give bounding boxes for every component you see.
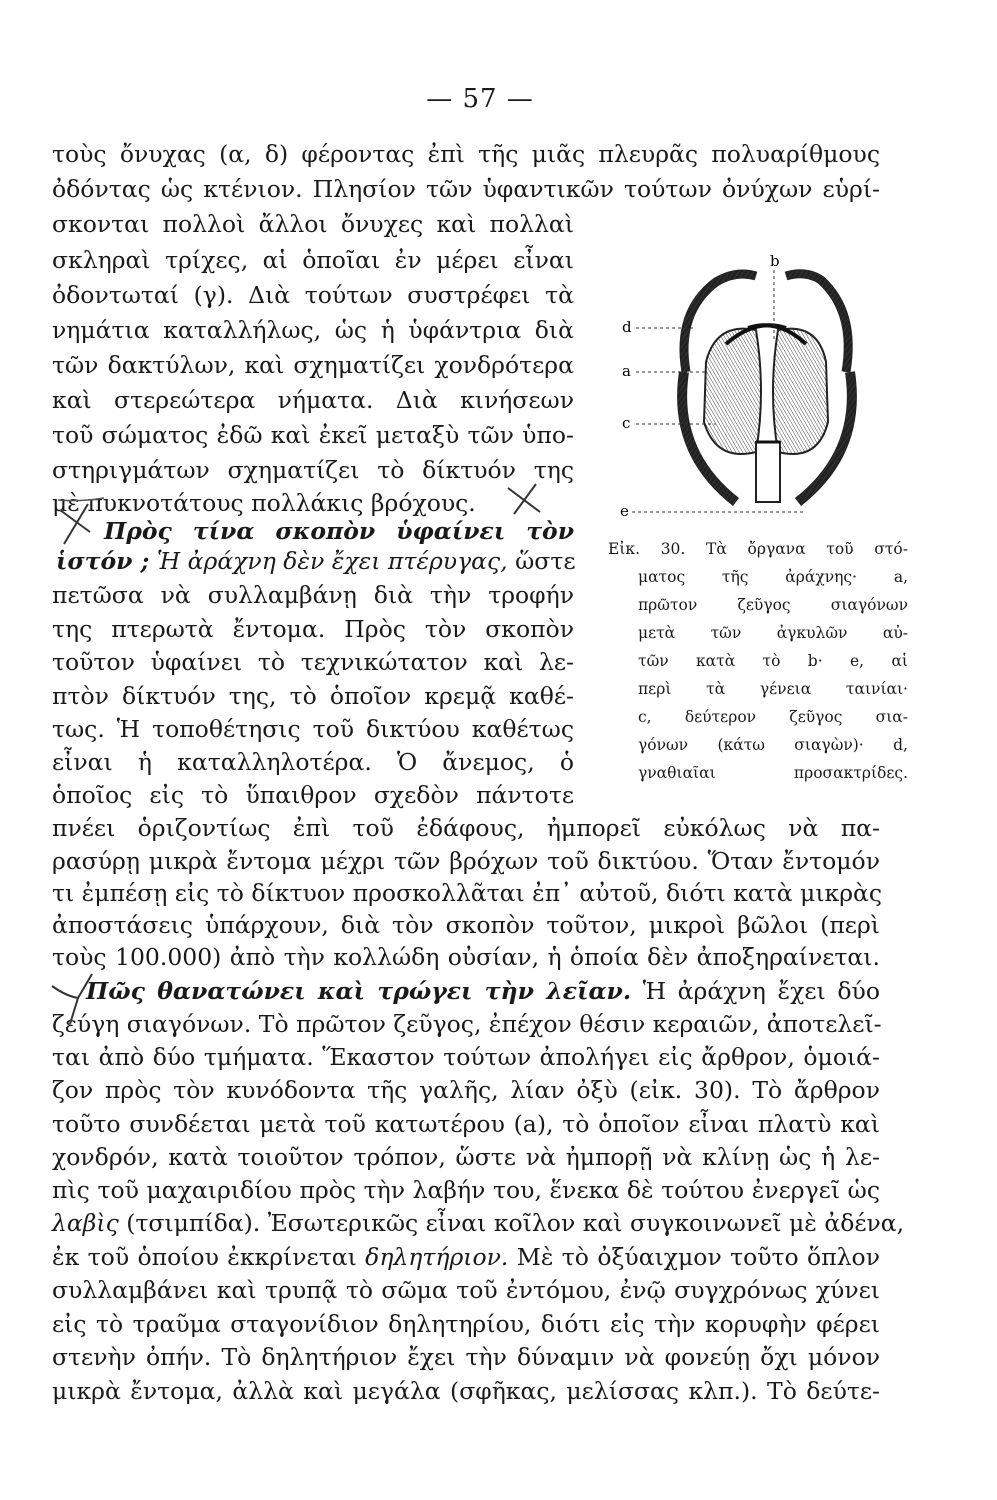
figure-caption-line: c, δεύτερον ζεῦγος σια- bbox=[638, 708, 908, 726]
text-line: εἰς τὸ τραῦμα σταγονίδιον δηλητηρίου, διότι εἰς τὴν κορυφὴν φέρει bbox=[52, 1310, 880, 1338]
figure-caption-line: Εἰκ. 30. Τὰ ὄργανα τοῦ στό- bbox=[608, 540, 908, 558]
figure-caption-line: μετὰ τῶν ἀγκυλῶν αὐ- bbox=[638, 624, 908, 642]
text-line: ζον πρὸς τὸν κυνόδοντα τῆς γαλῆς, λίαν ὀξὺ (εἰκ. 30). Τὸ ἄρθρον bbox=[52, 1076, 880, 1104]
line-rest: (τσιμπίδα). Ἐσωτερικῶς εἶναι κοῖλον καὶ συγκοινωνεῖ μὲ ἀδένα, bbox=[126, 1209, 905, 1237]
text-line: ρασύρῃ μικρὰ ἔντομα μέχρι τῶν βρόχων τοῦ δικτύου. Ὅταν ἔντομόν bbox=[52, 847, 880, 875]
pencil-x-mark-icon bbox=[50, 470, 110, 550]
heading-bold-end: ἱστόν ; bbox=[56, 547, 150, 575]
figure-label-e: e bbox=[620, 502, 629, 520]
figure-caption-line: ματος τῆς ἀράχνης· a, bbox=[638, 568, 908, 586]
figure-caption-line: πρῶτον ζεῦγος σιαγόνων bbox=[638, 596, 908, 614]
text-line: πνέει ὁριζοντίως ἐπὶ τοῦ ἐδάφους, ἠμπορεῖ εὐκόλως νὰ πα- bbox=[52, 814, 880, 842]
figure-caption-line: γόνων (κάτω σιαγὼν)· d, bbox=[638, 736, 908, 754]
text-line: της πτερωτὰ ἔντομα. Πρὸς τὸν σκοπὸν bbox=[52, 615, 574, 643]
text-line: τως. Ἡ τοποθέτησις τοῦ δικτύου καθέτως bbox=[52, 715, 574, 743]
text-line: πτὸν δίκτυόν της, τὸ ὁποῖον κρεμᾷ καθέ- bbox=[52, 682, 574, 710]
section-heading-1 bbox=[104, 516, 574, 546]
text-line: τι ἐμπέσῃ εἰς τὸ δίκτυον προσκολλᾶται ἐπ᾽ αὐτοῦ, διότι κατὰ μικρὰς bbox=[52, 879, 883, 907]
text-line-labis bbox=[52, 1208, 905, 1238]
text-line: ὁποῖος εἰς τὸ ὕπαιθρον σχεδὸν πάντοτε bbox=[52, 781, 574, 809]
text-line: τοῦτον ὑφαίνει τὸ τεχνικώτατον καὶ λε- bbox=[52, 648, 574, 676]
heading-followup: Ἡ ἀράχνη ἔχει δύο bbox=[642, 977, 880, 1005]
figure-label-d: d bbox=[622, 318, 632, 336]
text-line: τῶν δακτύλων, καὶ σχηματίζει χονδρότερα bbox=[52, 351, 574, 379]
figure-caption-line: γναθιαῖαι προσακτρίδες. bbox=[638, 764, 908, 782]
heading-followup: Ἡ ἀράχνη δὲν ἔχει πτέρυγας, bbox=[156, 547, 508, 575]
text-line: πὶς τοῦ μαχαιριδίου πρὸς τὴν λαβήν του, ἕνεκα δὲ τούτου ἐνεργεῖ ὡς bbox=[52, 1176, 880, 1204]
italic-term: δηλητήριον. bbox=[365, 1243, 509, 1271]
text-line: τοὺς ὄνυχας (α, δ) φέροντας ἐπὶ τῆς μιᾶς πλευρᾶς πολυαρίθμους bbox=[52, 140, 880, 168]
text-line: συλλαμβάνει καὶ τρυπᾷ τὸ σῶμα τοῦ ἐντόμου, ἐνῷ συγχρόνως χύνει bbox=[52, 1276, 880, 1304]
text-line: σκονται πολλοὶ ἄλλοι ὄνυχες καὶ πολλαὶ bbox=[52, 210, 574, 238]
text-line: σκληραὶ τρίχες, αἱ ὁποῖαι ἐν μέρει εἶναι bbox=[52, 246, 574, 274]
spider-mouthparts-figure bbox=[606, 252, 916, 520]
pencil-check-mark-icon bbox=[48, 968, 98, 1028]
italic-term: λαβὶς bbox=[52, 1209, 119, 1237]
text-line: νημάτια καταλλήλως, ὡς ἡ ὑφάντρια διὰ bbox=[52, 316, 574, 344]
text-line: εἶναι ἡ καταλληλοτέρα. Ὁ ἄνεμος, ὁ bbox=[52, 748, 574, 776]
text-line-poison bbox=[52, 1242, 880, 1272]
text-line: ὀδόντας ὡς κτένιον. Πλησίον τῶν ὑφαντικῶν τούτων ὀνύχων εὑρί- bbox=[52, 175, 880, 203]
text-line: στηριγμάτων σχηματίζει τὸ δίκτυόν της bbox=[52, 456, 574, 484]
pencil-x-mark-icon bbox=[500, 478, 550, 518]
text-line: τοῦτο συνδέεται μετὰ τοῦ κατωτέρου (a), τὸ ὁποῖον εἶναι πλατὺ καὶ bbox=[52, 1110, 880, 1138]
figure-label-a: a bbox=[622, 362, 631, 380]
text-line: καὶ στερεώτερα νήματα. Διὰ κινήσεων bbox=[52, 386, 574, 414]
line-post: Μὲ τὸ ὀξύαιχμον τοῦτο ὅπλον bbox=[516, 1243, 880, 1271]
text-line: ὀδοντωταί (γ). Διὰ τούτων συστρέφει τὰ bbox=[52, 281, 574, 309]
figure-label-c: c bbox=[622, 414, 631, 432]
heading-bold: Πρὸς τίνα σκοπὸν ὑφαίνει τὸν bbox=[104, 517, 574, 545]
heading-bold: Πῶς θανατώνει καὶ τρώγει τὴν λεῖαν. bbox=[86, 977, 632, 1005]
text-line: τοὺς 100.000) ἀπὸ τὴν κολλώδη οὐσίαν, ἡ ὁποία δὲν ἀποξηραίνεται. bbox=[52, 943, 880, 971]
text-line: ται ἀπὸ δύο τμήματα. Ἕκαστον τούτων ἀπολήγει εἰς ἄρθρον, ὁμοιά- bbox=[52, 1043, 880, 1071]
figure-caption-line: τῶν κατὰ τὸ b· e, αἱ bbox=[638, 652, 908, 670]
heading-followup-end: ὥστε bbox=[515, 547, 576, 575]
text-line: τοῦ σώματος ἐδῶ καὶ ἐκεῖ μεταξὺ τῶν ὑπο- bbox=[52, 421, 574, 449]
text-line: ζεύγη σιαγόνων. Τὸ πρῶτον ζεῦγος, ἐπέχον θέσιν κεραιῶν, ἀποτελεῖ- bbox=[52, 1010, 882, 1038]
text-line: πετῶσα νὰ συλλαμβάνῃ διὰ τὴν τροφήν bbox=[52, 581, 574, 609]
heading-line-2 bbox=[56, 546, 574, 576]
text-line: χονδρόν, κατὰ τοιοῦτον τρόπον, ὥστε νὰ ἠμπορῇ νὰ κλίνῃ ὡς ἡ λε- bbox=[52, 1143, 880, 1171]
text-line: μικρὰ ἔντομα, ἀλλὰ καὶ μεγάλα (σφῆκας, μελίσσας κλπ.). Τὸ δεύτε- bbox=[52, 1377, 880, 1405]
section-heading-2 bbox=[86, 976, 880, 1006]
figure-label-b: b bbox=[770, 252, 780, 270]
line-pre: ἐκ τοῦ ὁποίου ἐκκρίνεται bbox=[52, 1243, 357, 1271]
text-line: στενὴν ὀπήν. Τὸ δηλητήριον ἔχει τὴν δύναμιν νὰ φονεύῃ ὄχι μόνον bbox=[52, 1343, 880, 1371]
page-number: — 57 — bbox=[426, 84, 534, 114]
text-line: ἀποστάσεις ὑπάρχουν, διὰ τὸν σκοπὸν τοῦτον, μικροὶ βῶλοι (περὶ bbox=[52, 911, 880, 939]
text-line: μὲ πυκνοτάτους πολλάκις βρόχους. bbox=[52, 489, 476, 517]
figure-caption-line: περὶ τὰ γένεια ταινίαι· bbox=[638, 680, 908, 698]
